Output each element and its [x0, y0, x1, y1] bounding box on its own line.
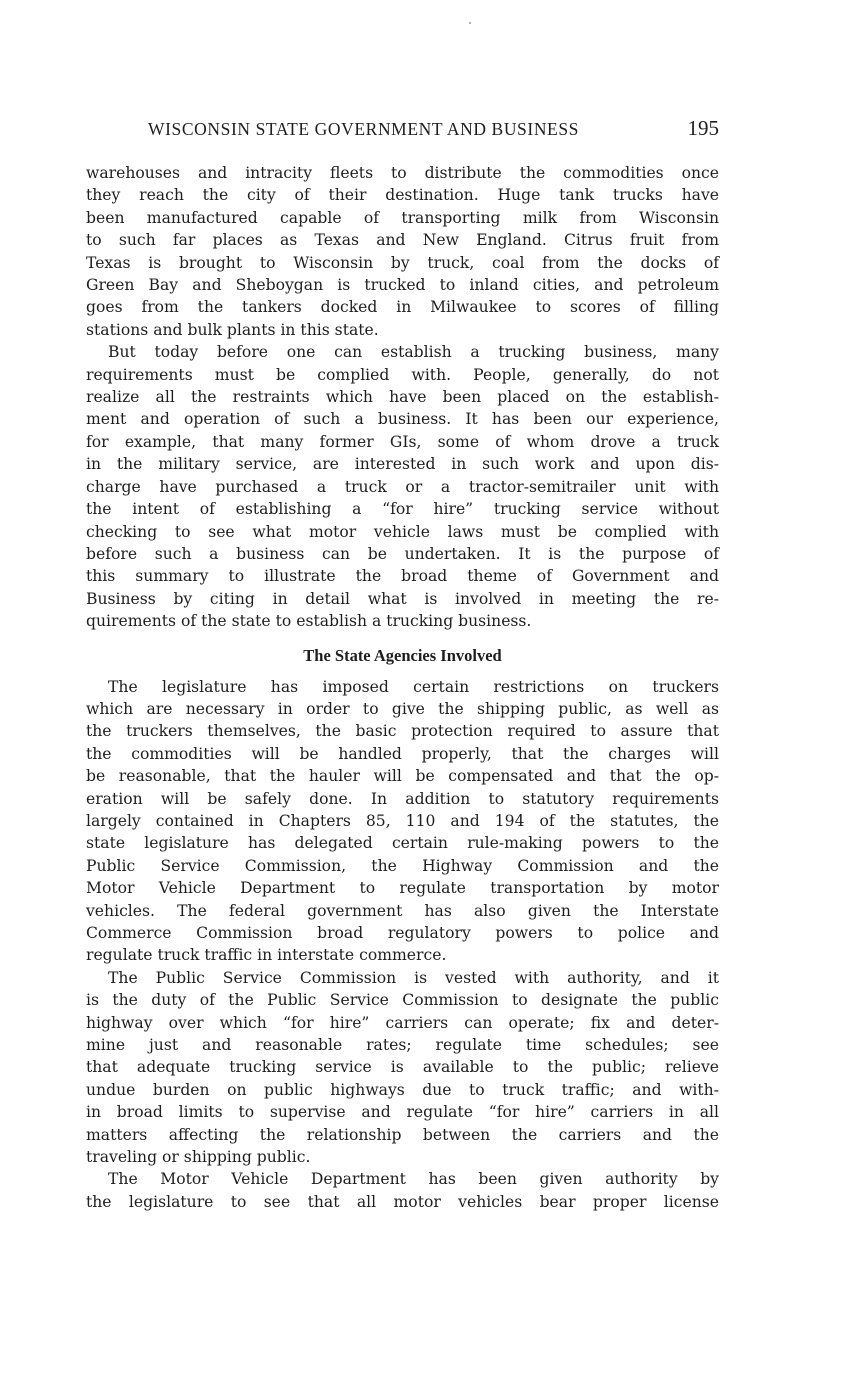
text-line: quirements of the state to establish a trucking business. [86, 612, 532, 631]
text-line: eration will be safely done. In addition to statutory requirements [86, 789, 719, 808]
text-line: been manufactured capable of transporting milk from Wisconsin [86, 208, 719, 227]
paragraph-requirements [86, 341, 719, 632]
text-line: for example, that many former GIs, some of whom drove a truck [86, 432, 719, 451]
text-line: highway over which “for hire” carriers can operate; fix and deter- [86, 1013, 719, 1032]
text-line: in broad limits to supervise and regulate “for hire” carriers in all [86, 1103, 719, 1122]
text-line: matters affecting the relationship between the carriers and the [86, 1125, 719, 1144]
text-line: goes from the tankers docked in Milwaukee to scores of filling [86, 298, 719, 317]
text-line: Public Service Commission, the Highway Commission and the [86, 856, 719, 875]
text-line: that adequate trucking service is available to the public; relieve [86, 1058, 719, 1077]
text-line: Texas is brought to Wisconsin by truck, coal from the docks of [86, 253, 719, 272]
text-line: Business by citing in detail what is involved in meeting the re- [86, 589, 719, 608]
text-line: the legislature to see that all motor vehicles bear proper license [86, 1192, 719, 1211]
paragraph-motor-vehicle-department [86, 1168, 719, 1213]
text-line: charge have purchased a truck or a tractor-semitrailer unit with [86, 477, 719, 496]
text-line: to such far places as Texas and New England. Citrus fruit from [86, 231, 719, 250]
paragraph-intro-continued [86, 162, 719, 341]
text-line: traveling or shipping public. [86, 1148, 311, 1167]
text-line: before such a business can be undertaken. It is the purpose of [86, 544, 719, 563]
section-heading: The State Agencies Involved [303, 645, 502, 665]
text-line: warehouses and intracity fleets to distribute the commodities once [86, 164, 719, 182]
text-line: checking to see what motor vehicle laws must be complied with [86, 522, 719, 541]
text-line: stations and bulk plants in this state. [86, 320, 379, 339]
text-line: Commerce Commission broad regulatory powers to police and [86, 924, 719, 942]
text-line: But today before one can establish a trucking business, many [108, 343, 719, 362]
text-line: The Motor Vehicle Department has been given authority by [108, 1170, 719, 1189]
text-line: ment and operation of such a business. It has been our experience, [86, 410, 719, 429]
running-head [86, 116, 719, 146]
text-line: mine just and reasonable rates; regulate time schedules; see [86, 1036, 719, 1055]
text-line: which are necessary in order to give the shipping public, as well as [86, 699, 719, 718]
paragraph-legislature [86, 676, 719, 967]
text-line: this summary to illustrate the broad theme of Government and [86, 567, 719, 586]
text-line: state legislature has delegated certain rule-making powers to the [86, 834, 719, 853]
text-line: Motor Vehicle Department to regulate transportation by motor [86, 879, 719, 898]
text-line: the intent of establishing a “for hire” trucking service without [86, 500, 719, 519]
text-line: realize all the restraints which have been placed on the establish- [86, 388, 719, 407]
page-number: 195 [687, 116, 719, 140]
text-line: is the duty of the Public Service Commission to designate the public [86, 991, 719, 1010]
text-line: Green Bay and Sheboygan is trucked to inland cities, and petroleum [86, 276, 719, 295]
text-line: in the military service, are interested in such work and upon dis- [86, 455, 719, 474]
paragraph-public-service-commission [86, 967, 719, 1169]
text-line: vehicles. The federal government has also given the Interstate [86, 901, 719, 920]
text-line: the commodities will be handled properly, that the charges will [86, 744, 719, 763]
text-line: largely contained in Chapters 85, 110 and 194 of the statutes, the [86, 811, 719, 830]
text-line: regulate truck traffic in interstate commerce. [86, 946, 447, 965]
book-page [86, 116, 719, 1213]
text-line: they reach the city of their destination. Huge tank trucks have [86, 186, 719, 205]
scan-speck [469, 22, 471, 24]
text-line: be reasonable, that the hauler will be compensated and that the op- [86, 767, 719, 786]
text-line: The legislature has imposed certain restrictions on truckers [108, 677, 719, 696]
text-line: requirements must be complied with. People, generally, do not [86, 365, 719, 384]
text-line: undue burden on public highways due to truck traffic; and with- [86, 1080, 719, 1099]
text-line: the truckers themselves, the basic protection required to assure that [86, 722, 719, 741]
text-line: The Public Service Commission is vested with authority, and it [108, 968, 719, 987]
running-title: WISCONSIN STATE GOVERNMENT AND BUSINESS [148, 119, 580, 139]
